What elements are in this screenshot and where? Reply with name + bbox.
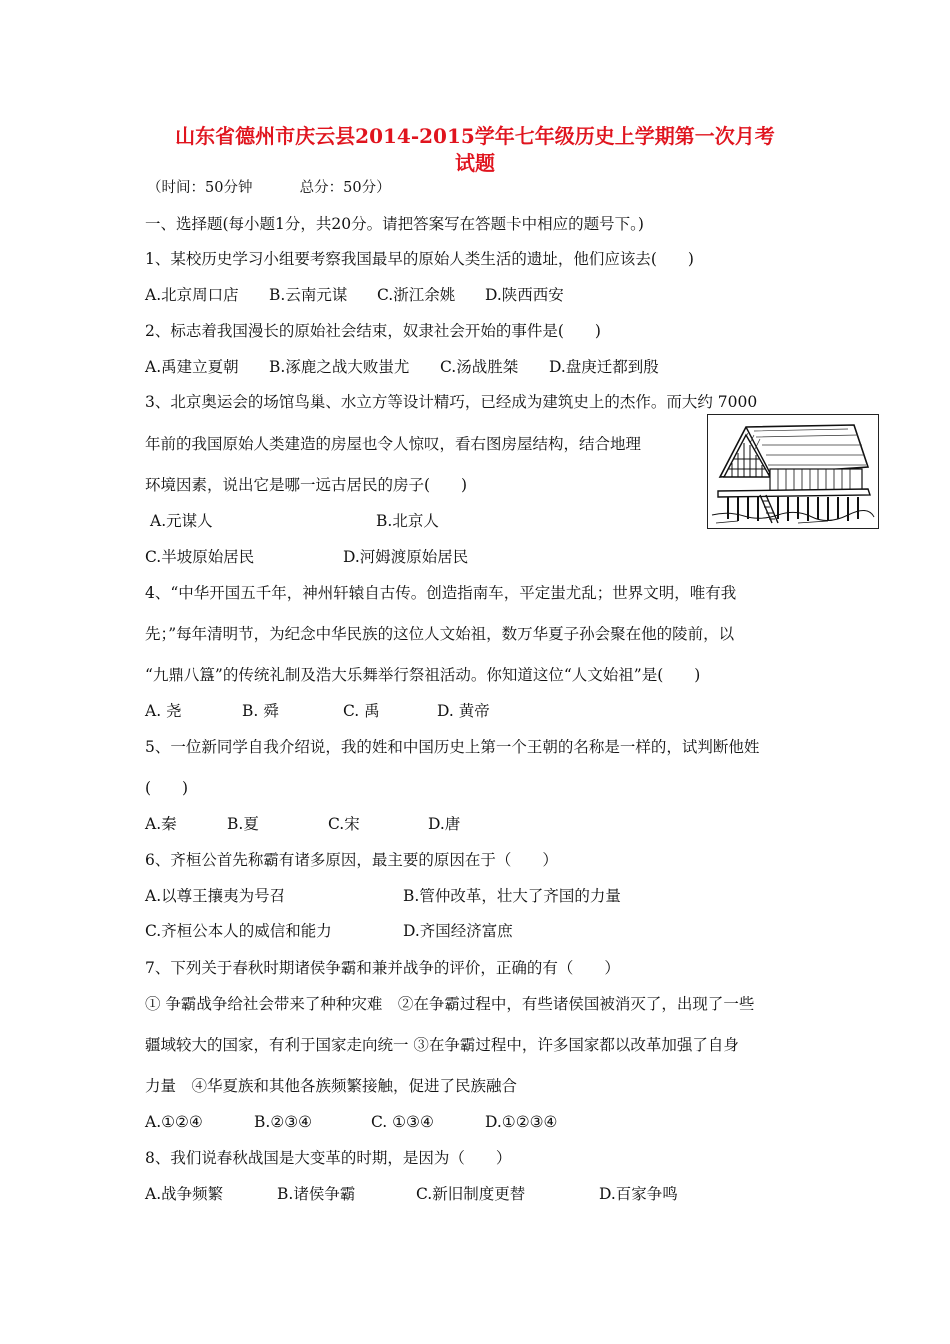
time-limit: （时间：50分钟: [147, 180, 253, 196]
q1-option-a: A.北京周口店: [145, 286, 239, 304]
q1-option-d: D.陕西西安: [485, 286, 564, 304]
question-6-stem: 6、齐桓公首先称霸有诸多原因，最主要的原因在于（ ）: [145, 851, 558, 869]
question-4-options: [145, 700, 490, 722]
q5-option-c: C.宋: [328, 815, 360, 833]
q2-option-b: B.涿鹿之战大败蚩尤: [269, 358, 410, 376]
question-1-stem: 1、某校历史学习小组要考察我国最早的原始人类生活的遗址，他们应该去( ): [145, 250, 694, 268]
q8-option-c: C.新旧制度更替: [416, 1185, 526, 1203]
stilt-house-illustration-icon: [707, 414, 879, 529]
q6-option-b: B.管仲改革，壮大了齐国的力量: [403, 887, 621, 905]
q4-option-a: A. 尧: [145, 702, 182, 720]
q2-option-c: C.汤战胜桀: [440, 358, 519, 376]
q4-option-b: B. 舜: [242, 702, 279, 720]
question-5-stem-line1: 5、一位新同学自我介绍说，我的姓和中国历史上第一个王朝的名称是一样的，试判断他姓: [145, 738, 760, 756]
exam-title-line1: 山东省德州市庆云县2014-2015学年七年级历史上学期第一次月考: [175, 124, 775, 148]
question-5-stem-line2: ( ): [145, 779, 189, 797]
q3-option-b: B.北京人: [376, 512, 439, 530]
q8-option-d: D.百家争鸣: [599, 1185, 678, 1203]
question-1-options: [145, 284, 564, 306]
question-2-options: [145, 356, 659, 378]
q8-option-a: A.战争频繁: [145, 1185, 224, 1203]
q4-option-c: C. 禹: [343, 702, 380, 720]
question-6-options-row1: [145, 885, 621, 907]
question-7-options: [145, 1111, 557, 1133]
section-heading: 一、选择题(每小题1分，共20分。请把答案写在答题卡中相应的题号下。): [145, 215, 644, 233]
question-7-stem: 7、下列关于春秋时期诸侯争霸和兼并战争的评价，正确的有（ ）: [145, 959, 620, 977]
question-7-statements-line1: ① 争霸战争给社会带来了种种灾难 ②在争霸过程中，有些诸侯国被消灭了，出现了一些: [145, 995, 755, 1013]
question-3-stem-line2: 年前的我国原始人类建造的房屋也令人惊叹，看右图房屋结构，结合地理: [145, 435, 642, 453]
exam-meta: [147, 177, 391, 199]
q2-option-a: A.禹建立夏朝: [145, 358, 239, 376]
total-score: 总分：50分）: [299, 180, 391, 196]
q3-option-c: C.半坡原始居民: [145, 548, 255, 566]
q7-option-a: A.①②④: [145, 1113, 203, 1131]
q1-option-c: C.浙江余姚: [377, 286, 456, 304]
question-5-options: [145, 813, 460, 835]
q1-option-b: B.云南元谋: [269, 286, 348, 304]
question-7-statements-line3: 力量 ④华夏族和其他各族频繁接触，促进了民族融合: [145, 1077, 518, 1095]
q4-option-d: D. 黄帝: [437, 702, 490, 720]
q6-option-d: D.齐国经济富庶: [403, 922, 513, 940]
question-3-options-row2: [145, 546, 468, 568]
exam-title-line2: 试题: [455, 151, 495, 175]
q3-option-d: D.河姆渡原始居民: [343, 548, 469, 566]
q7-option-c: C. ①③④: [371, 1113, 434, 1131]
question-6-options-row2: [145, 920, 513, 942]
q5-option-d: D.唐: [428, 815, 461, 833]
question-3-stem-line3: 环境因素，说出它是哪一远古居民的房子( ): [145, 476, 468, 494]
question-4-stem-line2: 先；”每年清明节，为纪念中华民族的这位人文始祖，数万华夏子孙会聚在他的陵前，以: [145, 625, 735, 643]
q3-option-a: A.元谋人: [150, 512, 213, 530]
q2-option-d: D.盘庚迁都到殷: [549, 358, 659, 376]
q7-option-b: B.②③④: [254, 1113, 313, 1131]
question-7-statements-line2: 疆域较大的国家，有利于国家走向统一 ③在争霸过程中，许多国家都以改革加强了自身: [145, 1036, 739, 1054]
q6-option-a: A.以尊王攘夷为号召: [145, 887, 286, 905]
question-4-stem-line1: 4、“中华开国五千年，神州轩辕自古传。创造指南车，平定蚩尤乱；世界文明，唯有我: [145, 584, 737, 602]
question-3-options-row1: [150, 510, 439, 532]
question-2-stem: 2、标志着我国漫长的原始社会结束，奴隶社会开始的事件是( ): [145, 322, 601, 340]
q7-option-d: D.①②③④: [485, 1113, 558, 1131]
q5-option-a: A.秦: [145, 815, 177, 833]
q5-option-b: B.夏: [227, 815, 259, 833]
question-4-stem-line3: “九鼎八簋”的传统礼制及浩大乐舞举行祭祖活动。你知道这位“人文始祖”是( ): [145, 666, 701, 684]
q8-option-b: B.诸侯争霸: [277, 1185, 356, 1203]
question-8-options: [145, 1183, 678, 1205]
question-8-stem: 8、我们说春秋战国是大变革的时期，是因为（ ）: [145, 1149, 512, 1167]
question-3-stem-line1: 3、北京奥运会的场馆鸟巢、水立方等设计精巧，已经成为建筑史上的杰作。而大约 7000: [145, 393, 758, 411]
q6-option-c: C.齐桓公本人的威信和能力: [145, 922, 332, 940]
